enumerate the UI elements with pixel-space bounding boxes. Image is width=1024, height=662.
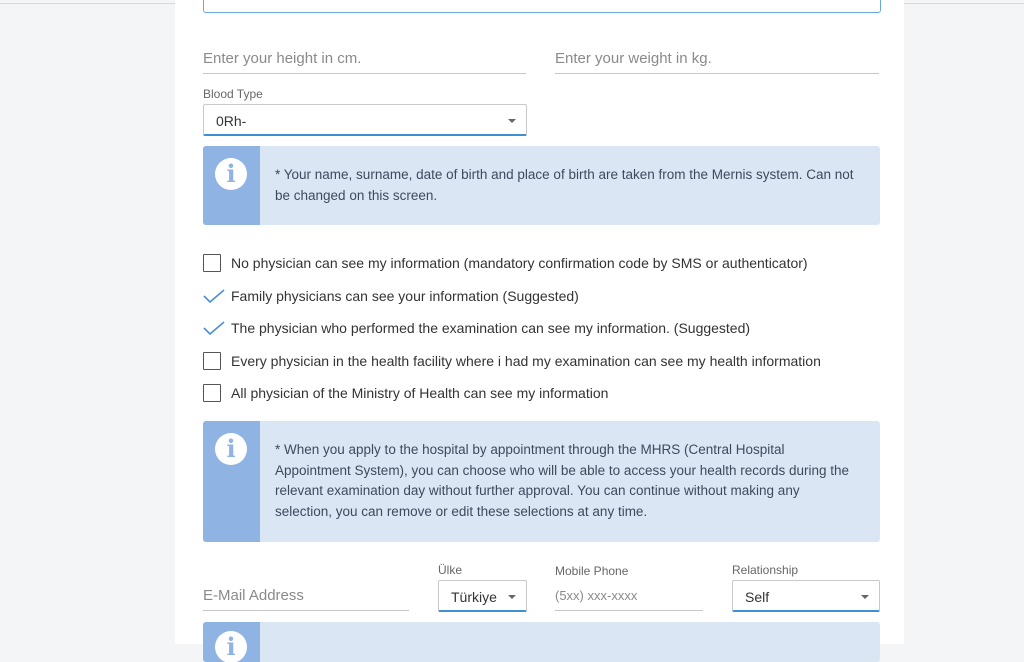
previous-input-field[interactable]	[203, 0, 881, 13]
option-label: All physician of the Ministry of Health can see my information	[231, 385, 609, 401]
info-icon: i	[215, 433, 247, 465]
option-label: No physician can see my information (mandatory confirmation code by SMS or authenticator)	[231, 255, 808, 271]
info-text-mhrs: * When you apply to the hospital by appointment through the MHRS (Central Hospital Appointment System), you can choose who will be able to access your health records during the relevant examination day without further approval. You can continue without making any selection, you can remove or edit these selections at any time.	[275, 442, 850, 519]
info-text-mernis: * Your name, surname, date of birth and place of birth are taken from the Mernis system. Can not be changed on this screen.	[275, 167, 854, 203]
chevron-down-icon	[508, 119, 516, 123]
option-label: Family physicians can see your information (Suggested)	[231, 288, 579, 304]
relationship-value: Self	[745, 589, 770, 605]
country-value: Türkiye	[451, 589, 497, 605]
form-card	[175, 0, 904, 661]
email-input[interactable]	[203, 580, 409, 611]
checkmark-icon[interactable]	[203, 287, 223, 305]
checkmark-icon[interactable]	[203, 319, 223, 337]
info-icon: i	[215, 158, 247, 190]
info-icon: i	[215, 631, 247, 662]
option-no-physician[interactable]	[203, 253, 808, 273]
option-family-physicians[interactable]	[203, 286, 579, 306]
info-box-side	[203, 622, 260, 662]
option-examining-physician[interactable]	[203, 318, 750, 338]
checkbox-unchecked[interactable]	[203, 384, 221, 402]
checkbox-unchecked[interactable]	[203, 254, 221, 272]
info-box-side	[203, 146, 260, 225]
mobile-phone-label: Mobile Phone	[555, 564, 629, 578]
option-facility-physicians[interactable]	[203, 351, 821, 371]
relationship-select[interactable]	[732, 580, 880, 612]
chevron-down-icon	[508, 595, 516, 599]
option-label: The physician who performed the examination can see my information. (Suggested)	[231, 320, 751, 336]
weight-input[interactable]	[555, 43, 879, 74]
info-box-partial	[203, 622, 880, 662]
info-box-side	[203, 421, 260, 542]
mobile-phone-input[interactable]	[555, 580, 703, 611]
height-input[interactable]	[203, 43, 526, 74]
option-ministry-physicians[interactable]	[203, 383, 608, 403]
blood-type-select[interactable]	[203, 104, 527, 136]
chevron-down-icon	[861, 595, 869, 599]
relationship-label: Relationship	[732, 563, 799, 577]
blood-type-value: 0Rh-	[216, 113, 247, 129]
blood-type-label: Blood Type	[203, 87, 263, 101]
country-label: Ülke	[438, 563, 463, 577]
info-box-mernis	[203, 146, 880, 225]
info-box-mhrs	[203, 421, 880, 542]
checkbox-unchecked[interactable]	[203, 352, 221, 370]
country-select[interactable]	[438, 580, 527, 612]
option-label: Every physician in the health facility where i had my examination can see my health information	[231, 353, 821, 369]
